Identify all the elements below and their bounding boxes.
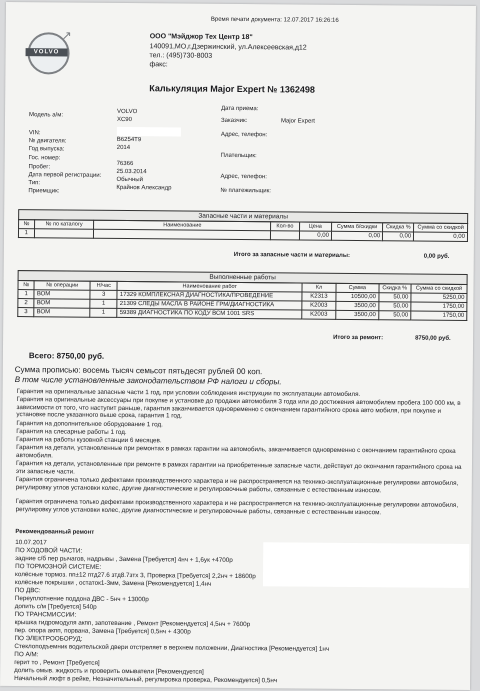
works-cell-hours: 3: [90, 290, 117, 299]
parts-section-title: Запасные части и материалы: [18, 209, 468, 224]
warranty-text-8: Гарантия ограничена только дефектами производственного характера и не распространяется на технико-эксплуатационные регулировки автомобиля, регулировку углов установки колес, другие диагностические и регулировочные работы, связанные с естественным износом.: [15, 498, 459, 516]
recommended-line: допить с/м [Требуется] 540р: [14, 603, 97, 611]
company-name: ООО "Мэйджор Тех Центр 18": [149, 33, 253, 42]
works-cell-n: 3: [18, 308, 34, 317]
receiver-label: Приемщик:: [28, 188, 60, 195]
works-cell-sum-disc: 1750,00: [411, 302, 467, 311]
parts-cell-catalog: [34, 229, 94, 239]
parts-cell-sum-disc: 0,00: [414, 232, 468, 241]
warranty-text-7: Гарантия ограничена только дефектами производственного характера и не распространяется на технико-эксплуатационные регулировки автомобиля, регулировку углов установки колес, другие диагностические и регулировочные работы, связанные с естественным износом.: [15, 476, 459, 494]
warranty-text-5: Гарантия на детали, установленные при ремонтах в рамках гарантии на автомобиль, заканчивается одновременно с окончанием гарантийного срока автомобиля.: [16, 444, 456, 459]
recommended-line: ПО ТРАНСМИССИИ:: [14, 611, 77, 619]
redaction-block: [263, 542, 469, 588]
recommended-line: Стеклоподъемник водительской двери отстреляет в верхнем положении, Диагностика [Рекомендуется] 1нч: [14, 643, 330, 653]
works-col-code: Кл: [302, 283, 336, 292]
works-cell-hours: 1: [90, 299, 117, 308]
receiver-value: Крайнов Александр: [116, 184, 172, 192]
recommended-line: ПО ЭЛЕКТРООБОРУД:: [14, 635, 83, 643]
works-cell-op: ВОМ: [34, 308, 90, 317]
works-col-hours: Н/час: [90, 281, 117, 290]
taxes-note: В том числе установленные законодательством РФ налоги и сборы.: [14, 375, 282, 387]
parts-total-label: Итого за запасные части и материалы:: [233, 251, 351, 259]
works-cell-op: ВОМ: [34, 290, 90, 299]
warranty-text-1: Гарантия на оригинальные аксессуары при покупке и установке до продажи автомобиля 3 года или до достижения автомобилем пробега 100 000 км, в зависимости от того, что наступит раньше, гарантия заканчивается одновременно с окончанием гарантийного срока авто мобиля, при покупке и установке после указанного выше срока, гарантия 1 год.: [16, 396, 461, 420]
works-cell-disc: 50,00: [378, 311, 410, 320]
parts-cell-sum-no-disc: 0,00: [331, 231, 382, 240]
warranty-text-0: Гарантия на оригинальные запасные части 1 год, при условии соблюдения инструкции по эксплуатации автомобиля.: [16, 388, 361, 399]
customer-address-label: Адрес, телефон:: [220, 131, 268, 139]
payment-order-label: № платежильщик:: [220, 187, 271, 195]
recommended-line: ПО А/М:: [14, 651, 39, 659]
works-cell-name: 59389 ДИАГНОСТИКА ПО КОДУ ВСМ 1001 SRS: [117, 308, 302, 319]
works-cell-code: K2003: [302, 310, 336, 319]
model-brand: VOLVO: [117, 108, 138, 116]
works-col-disc: Скидка %: [379, 284, 411, 293]
grand-total: Всего: 8750,00 руб.: [28, 351, 105, 361]
parts-cell-name: [94, 229, 271, 240]
works-total-value: 8750,00 руб.: [415, 335, 451, 342]
works-cell-name: 21309 СЛЕДЫ МАСЛА В РАЙОНЕ ГРМ/ДИАГНОСТИКА: [117, 299, 302, 310]
first-reg-label: Дата первой регистрации:: [28, 172, 102, 179]
warranty-text-2: Гарантия на дополнительное оборудование 1 год.: [16, 420, 163, 429]
model-name: XC90: [116, 116, 133, 124]
type-value: Обычный: [116, 176, 144, 184]
warranty-text-4: Гарантия на работы кузовной станции 6 месяцев.: [16, 436, 162, 445]
recommended-line: колёсные тормоз. пп±12 птд27.6 зтд8.7зтх 3, Проверка [Требуется] 2,2нч + 18600р: [14, 571, 256, 581]
works-table: [17, 280, 467, 321]
gov-no-label: Гос. номер:: [28, 155, 61, 162]
works-cell-hours: 1: [90, 308, 117, 317]
parts-col-price: Цена: [299, 222, 332, 231]
parts-cell-disc: 0,00: [383, 232, 414, 241]
works-col-op: № операции: [34, 281, 90, 290]
engine-no-value: B6254T9: [116, 136, 142, 144]
recommended-line: ПО ТОРМОЗНОЙ СИСТЕМЕ:: [15, 563, 102, 571]
works-total-label: Итого за ремонт:: [333, 334, 384, 342]
works-col-name: Наименование работ: [117, 281, 302, 292]
recommended-line: колёсные покрышки , остаток1-3мм, Замена [Рекомендуется] 1,4нч: [14, 579, 212, 588]
works-cell-disc: 50,00: [378, 293, 410, 302]
document-title: Калькуляция Major Expert № 1362498: [149, 83, 315, 95]
year-label: Год выпуска:: [28, 146, 65, 153]
works-cell-sum: 3500,00: [336, 310, 379, 319]
company-address: 140091,МО,г.Дзержинский, ул.Алексеевская,д12: [149, 43, 307, 52]
parts-table: [18, 219, 468, 242]
parts-col-sum-no-disc: Сумма б/скидки: [331, 222, 382, 231]
parts-col-disc: Скидка %: [383, 223, 414, 232]
calculation-document: [0, 2, 476, 690]
parts-cell-qty: [271, 231, 299, 240]
recommended-line: Переуплотнение поддона ДВС - 5нч + 13000р: [14, 595, 149, 604]
recommended-line: герит то , Ремонт [Требуется]: [14, 659, 100, 667]
engine-no-label: № двигателя:: [28, 138, 67, 145]
vin-redaction: [117, 127, 181, 137]
print-time: Время печати документа: 12.07.2017 16:26:16: [210, 16, 339, 24]
works-cell-n: 1: [18, 290, 34, 299]
parts-col-qty: Кол-во: [271, 222, 299, 231]
works-cell-sum-disc: 5250,00: [411, 293, 467, 302]
customer-value: Major Expert: [280, 118, 316, 125]
receipt-date-label: Дата приема:: [221, 105, 259, 113]
year-value: 2014: [116, 144, 131, 152]
works-cell-n: 2: [18, 299, 34, 308]
works-cell-sum: 10500,00: [336, 292, 379, 301]
works-cell-name: 17329 КОМПЛЕКСНАЯ ДИАГНОСТИКА/ПРОВЕДЕНИЕ: [117, 290, 302, 301]
recommended-line: 10.07.2017: [15, 539, 47, 547]
recommended-line: задние с/б пер рычагов, надрывы , Замена [Требуется] 4нч + 1,6ук +4700р: [15, 555, 233, 564]
recommended-line: крышка гидромодуля акпп, запотевание , Ремонт [Рекомендуется] 4,5нч + 7600р: [14, 619, 251, 629]
warranty-text-3: Гарантия на слесарные работы 1 год.: [16, 428, 127, 437]
model-label: Модель а/м:: [28, 112, 64, 119]
parts-col-name: Наименование: [94, 220, 271, 231]
parts-cell-n: 1: [18, 229, 34, 238]
works-col-n: №: [18, 281, 34, 290]
recommended-line: пер. опора акпп, порвана, Замена [Требуется] 0,5нч + 4300р: [14, 627, 191, 636]
works-section-title: Выполненные работы: [18, 270, 468, 285]
works-cell-sum: 3500,00: [336, 301, 379, 310]
works-cell-sum-disc: 1750,00: [411, 311, 467, 320]
logo-text: VOLVO: [26, 48, 68, 56]
first-reg-value: 25.03.2014: [116, 168, 147, 176]
parts-total-value: 0,00 руб.: [423, 253, 450, 260]
payer-address-label: Адрес, телефон:: [220, 173, 267, 181]
recommended-line: ПО ХОДОВОЙ ЧАСТИ:: [15, 547, 83, 555]
works-col-sum-disc: Сумма со скидкой: [411, 284, 467, 293]
warranty-text-6: Гарантия на детали, установленные при ремонте в рамках гарантии на приобретенные запасные части, действует до окончания гарантийного срока на эти запасные части.: [15, 460, 462, 476]
recommended-line: долить омыв. жидкость и проверить омыватели [Рекомендуется]: [14, 667, 204, 676]
recommended-line: ПО ДВС:: [14, 587, 41, 595]
mileage-label: Пробег:: [28, 164, 51, 171]
logo-arrow-icon: ↗: [61, 28, 72, 43]
mileage-value: 76366: [116, 160, 134, 168]
customer-label: Заказчик:: [220, 117, 248, 125]
company-phone: тел.: (495)730-8003: [149, 52, 213, 60]
payer-label: Плательщик:: [220, 152, 257, 160]
type-label: Тип:: [28, 180, 41, 187]
works-cell-disc: 50,00: [378, 302, 410, 311]
recommended-title: Рекомендованный ремонт: [15, 529, 95, 536]
volvo-logo: [27, 28, 72, 74]
works-col-sum: Сумма: [336, 283, 379, 292]
parts-col-sum-disc: Сумма со скидкой: [414, 223, 468, 232]
works-cell-op: ВОМ: [34, 299, 90, 308]
company-fax: факс:: [149, 61, 168, 69]
vin-label: VIN:: [28, 130, 41, 137]
works-cell-code: K2003: [302, 301, 336, 310]
total-in-words: Сумма прописью: восемь тысяч семьсот пятьдесят рублей 00 коп.: [14, 365, 263, 377]
recommended-line: Начальный люфт в рейке, Незначительный, регулировка проверка, Рекомендуется] 0,5нч: [14, 675, 278, 685]
parts-cell-price: 0,00: [299, 231, 332, 240]
parts-col-n: №: [19, 220, 35, 229]
works-cell-code: K2313: [302, 292, 336, 301]
parts-col-catalog: № по каталогу: [34, 220, 94, 230]
